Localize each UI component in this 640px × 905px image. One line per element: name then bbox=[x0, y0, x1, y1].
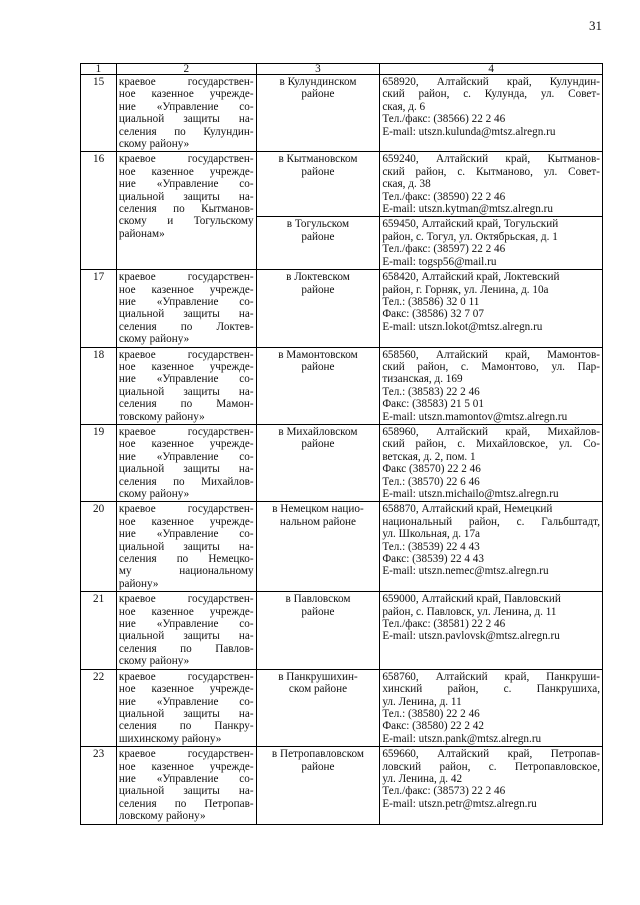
table-row bbox=[81, 270, 603, 347]
organization-line: му национальному bbox=[118, 565, 254, 578]
organization-name bbox=[116, 347, 256, 424]
address-line: Тел./факс: (38597) 22 2 46 bbox=[382, 243, 506, 256]
address-line: ул. Школьная, д. 17а bbox=[382, 528, 481, 541]
organization-line: циальной защиты на- bbox=[118, 707, 254, 720]
organization-name bbox=[116, 747, 256, 824]
row-number: 21 bbox=[81, 592, 117, 669]
organization-line: краевое государствен- bbox=[118, 348, 254, 361]
organization-line: району» bbox=[118, 577, 159, 590]
district-name bbox=[256, 669, 380, 746]
organization-line: селения по Мамон- bbox=[118, 398, 254, 411]
table-row bbox=[81, 424, 603, 501]
contact-address bbox=[380, 75, 603, 152]
district-line: районе bbox=[301, 165, 335, 178]
contact-address bbox=[380, 217, 603, 270]
email-line[interactable]: E-mail: utszn.mamontov@mtsz.alregn.ru bbox=[382, 410, 568, 423]
table-row bbox=[81, 747, 603, 824]
address-line: Тел.: (38539) 22 4 43 bbox=[382, 540, 480, 553]
organization-line: краевое государствен- bbox=[118, 76, 254, 88]
organization-name bbox=[116, 669, 256, 746]
district-line: в Мамонтовском bbox=[278, 348, 358, 361]
organization-line: товскому району» bbox=[118, 410, 205, 423]
district-line: нальном районе bbox=[279, 515, 356, 528]
organization-line: скому району» bbox=[118, 333, 190, 346]
organization-line: скому району» bbox=[118, 488, 190, 500]
address-line: Факс: (38586) 32 7 07 bbox=[382, 308, 484, 321]
address-line: ский район, с. Мамонтово, ул. Пар- bbox=[382, 360, 600, 373]
address-line: тизанская, д. 169 bbox=[382, 373, 463, 386]
organization-line: ние «Управление со- bbox=[118, 295, 254, 308]
organization-line: ние «Управление со- bbox=[118, 695, 254, 708]
table-row bbox=[81, 347, 603, 424]
organization-line: ное казенное учрежде- bbox=[118, 438, 254, 451]
organization-line: ное казенное учрежде- bbox=[118, 88, 254, 101]
row-number: 16 bbox=[81, 152, 117, 270]
organization-name bbox=[116, 75, 256, 152]
district-line: в Кулундинском bbox=[279, 76, 357, 88]
address-line: 659240, Алтайский край, Кытманов- bbox=[382, 153, 600, 166]
address-line: Тел.: (38570) 22 6 46 bbox=[382, 475, 480, 488]
address-line: ветская, д. 2, пом. 1 bbox=[382, 450, 476, 463]
address-line: 658920, Алтайский край, Кулундин- bbox=[382, 76, 600, 88]
organization-line: ное казенное учрежде- bbox=[118, 283, 254, 296]
address-line: Тел./факс: (38573) 22 2 46 bbox=[382, 785, 506, 798]
address-line: 658760, Алтайский край, Панкруши- bbox=[382, 670, 600, 683]
organization-line: ние «Управление со- bbox=[118, 618, 254, 631]
address-line: Тел./факс: (38581) 22 2 46 bbox=[382, 618, 506, 631]
organization-line: циальной защиты на- bbox=[118, 308, 254, 321]
district-line: в Тогульском bbox=[286, 218, 350, 231]
contact-address bbox=[380, 270, 603, 347]
district-line: районе bbox=[301, 605, 335, 618]
address-line: 658960, Алтайский край, Михайлов- bbox=[382, 425, 600, 438]
address-line: ская, д. 6 bbox=[382, 100, 426, 113]
organization-line: краевое государствен- bbox=[118, 271, 254, 284]
district-line: в Локтевском bbox=[286, 271, 350, 284]
email-line[interactable]: E-mail: utszn.pank@mtsz.alregn.ru bbox=[382, 732, 542, 745]
organization-line: селения по Панкру- bbox=[118, 720, 254, 733]
organization-line: краевое государствен- bbox=[118, 425, 254, 438]
email-line[interactable]: E-mail: utszn.kulunda@mtsz.alregn.ru bbox=[382, 125, 556, 138]
district-name bbox=[256, 217, 380, 270]
table-row bbox=[81, 592, 603, 669]
row-number: 18 bbox=[81, 347, 117, 424]
organization-line: ное казенное учрежде- bbox=[118, 605, 254, 618]
row-number: 22 bbox=[81, 669, 117, 746]
district-name bbox=[256, 502, 380, 592]
organization-line: краевое государствен- bbox=[118, 670, 254, 683]
organization-line: скому и Тогульскому bbox=[118, 215, 254, 228]
organization-name bbox=[116, 424, 256, 501]
organization-name bbox=[116, 592, 256, 669]
table-row bbox=[81, 152, 603, 217]
address-line: ский район, с. Михайловское, ул. Со- bbox=[382, 438, 600, 451]
page-number: 31 bbox=[589, 18, 602, 33]
organization-line: селения по Кытманов- bbox=[118, 203, 254, 216]
organization-line: циальной защиты на- bbox=[118, 630, 254, 643]
organization-line: ное казенное учрежде- bbox=[118, 683, 254, 696]
table-row bbox=[81, 669, 603, 746]
address-line: ул. Ленина, д. 11 bbox=[382, 695, 462, 708]
row-number: 17 bbox=[81, 270, 117, 347]
district-line: в Панкрушихин- bbox=[278, 670, 358, 683]
address-line: ский район, с. Кытманово, ул. Совет- bbox=[382, 165, 600, 178]
district-name bbox=[256, 75, 380, 152]
address-line: Тел.: (38583) 22 2 46 bbox=[382, 385, 480, 398]
address-line: район, г. Горняк, ул. Ленина, д. 10а bbox=[382, 283, 549, 296]
address-line: национальный район, с. Гальбштадт, bbox=[382, 515, 600, 528]
district-line: районе bbox=[301, 88, 335, 101]
district-line: в Немецком нацио- bbox=[272, 503, 364, 516]
organization-line: циальной защиты на- bbox=[118, 385, 254, 398]
organization-line: ние «Управление со- bbox=[118, 772, 254, 785]
organization-line: скому району» bbox=[118, 138, 190, 151]
email-line[interactable]: E-mail: utszn.michailo@mtsz.alregn.ru bbox=[382, 488, 559, 500]
organization-line: краевое государствен- bbox=[118, 503, 254, 516]
district-line: районе bbox=[301, 230, 335, 243]
organization-line: циальной защиты на- bbox=[118, 463, 254, 476]
address-line: Тел./факс: (38590) 22 2 46 bbox=[382, 190, 506, 203]
district-name bbox=[256, 424, 380, 501]
district-line: ском районе bbox=[288, 683, 348, 696]
district-name bbox=[256, 747, 380, 824]
table-header-row bbox=[81, 64, 603, 75]
column-header: 4 bbox=[380, 64, 603, 75]
address-line: ский район, с. Кулунда, ул. Совет- bbox=[382, 88, 600, 101]
address-line: Факс (38570) 22 2 46 bbox=[382, 463, 481, 476]
organization-line: ловскому району» bbox=[118, 810, 206, 823]
column-header: 1 bbox=[81, 64, 117, 75]
address-line: Тел./факс: (38566) 22 2 46 bbox=[382, 113, 506, 126]
district-name bbox=[256, 592, 380, 669]
address-line: 658420, Алтайский край, Локтевский bbox=[382, 271, 560, 284]
organization-line: циальной защиты на- bbox=[118, 113, 254, 126]
organization-line: скому району» bbox=[118, 655, 190, 668]
organization-line: селения по Павлов- bbox=[118, 642, 254, 655]
organization-line: краевое государствен- bbox=[118, 153, 254, 166]
organization-line: селения по Локтев- bbox=[118, 320, 254, 333]
address-line: Факс: (38583) 21 5 01 bbox=[382, 398, 484, 411]
organization-line: селения по Михайлов- bbox=[118, 475, 254, 488]
address-line: Тел.: (38586) 32 0 11 bbox=[382, 295, 480, 308]
contact-address bbox=[380, 669, 603, 746]
district-line: районе bbox=[301, 283, 335, 296]
organization-line: ние «Управление со- bbox=[118, 178, 254, 191]
organization-line: шихинскому району» bbox=[118, 732, 222, 745]
row-number: 15 bbox=[81, 75, 117, 152]
address-line: район, с. Павловск, ул. Ленина, д. 11 bbox=[382, 605, 557, 618]
organization-line: ное казенное учрежде- bbox=[118, 760, 254, 773]
address-line: ская, д. 38 bbox=[382, 178, 431, 191]
contact-address bbox=[380, 502, 603, 592]
district-name bbox=[256, 270, 380, 347]
district-line: в Кытмановском bbox=[278, 153, 358, 166]
address-line: Тел.: (38580) 22 2 46 bbox=[382, 707, 480, 720]
address-line: 659450, Алтайский край, Тогульский bbox=[382, 218, 559, 231]
address-line: 659000, Алтайский край, Павловский bbox=[382, 593, 561, 606]
contact-address bbox=[380, 347, 603, 424]
address-line: Факс: (38580) 22 2 42 bbox=[382, 720, 484, 733]
address-line: ул. Ленина, д. 42 bbox=[382, 772, 463, 785]
address-line: район, с. Тогул, ул. Октябрьская, д. 1 bbox=[382, 230, 558, 243]
email-line[interactable]: E-mail: togsp56@mail.ru bbox=[382, 255, 497, 268]
address-line: хинский район, с. Панкрушиха, bbox=[382, 683, 600, 696]
organization-line: циальной защиты на- bbox=[118, 540, 254, 553]
email-line[interactable]: E-mail: utszn.nemec@mtsz.alregn.ru bbox=[382, 565, 549, 578]
row-number: 23 bbox=[81, 747, 117, 824]
organization-line: циальной защиты на- bbox=[118, 785, 254, 798]
column-header: 3 bbox=[256, 64, 380, 75]
column-header: 2 bbox=[116, 64, 256, 75]
organization-name bbox=[116, 502, 256, 592]
contact-address bbox=[380, 424, 603, 501]
district-line: районе bbox=[301, 360, 335, 373]
row-number: 20 bbox=[81, 502, 117, 592]
contact-address bbox=[380, 592, 603, 669]
address-line: ловский район, с. Петропавловское, bbox=[382, 760, 600, 773]
organization-line: ние «Управление со- bbox=[118, 528, 254, 541]
district-name bbox=[256, 152, 380, 217]
organization-line: селения по Петропав- bbox=[118, 797, 254, 810]
address-line: Факс: (38539) 22 4 43 bbox=[382, 553, 484, 566]
email-line[interactable]: E-mail: utszn.lokot@mtsz.alregn.ru bbox=[382, 320, 543, 333]
address-line: 658870, Алтайский край, Немецкий bbox=[382, 503, 553, 516]
organization-line: краевое государствен- bbox=[118, 593, 254, 606]
organization-line: ное казенное учрежде- bbox=[118, 165, 254, 178]
email-line[interactable]: E-mail: utszn.pavlovsk@mtsz.alregn.ru bbox=[382, 630, 560, 643]
organization-line: ние «Управление со- bbox=[118, 373, 254, 386]
district-line: в Петропавловском bbox=[271, 748, 365, 761]
district-line: районе bbox=[301, 438, 335, 451]
district-line: в Павловском bbox=[285, 593, 351, 606]
district-line: в Михайловском bbox=[278, 425, 358, 438]
email-line[interactable]: E-mail: utszn.petr@mtsz.alregn.ru bbox=[382, 797, 537, 810]
organization-line: краевое государствен- bbox=[118, 748, 254, 761]
contact-address bbox=[380, 152, 603, 217]
organization-name bbox=[116, 270, 256, 347]
table-row bbox=[81, 502, 603, 592]
address-line: 659660, Алтайский край, Петропав- bbox=[382, 748, 600, 761]
district-line: районе bbox=[301, 760, 335, 773]
email-line[interactable]: E-mail: utszn.kytman@mtsz.alregn.ru bbox=[382, 203, 553, 216]
district-name bbox=[256, 347, 380, 424]
organization-line: селения по Кулундин- bbox=[118, 125, 254, 138]
services-table bbox=[80, 63, 603, 825]
organization-line: ние «Управление со- bbox=[118, 100, 254, 113]
organization-name bbox=[116, 152, 256, 270]
organization-line: ное казенное учрежде- bbox=[118, 360, 254, 373]
organization-line: районам» bbox=[118, 227, 165, 240]
organization-line: циальной защиты на- bbox=[118, 190, 254, 203]
organization-line: селения по Немецко- bbox=[118, 553, 254, 566]
table-row bbox=[81, 75, 603, 152]
organization-line: ние «Управление со- bbox=[118, 450, 254, 463]
organization-line: ное казенное учрежде- bbox=[118, 515, 254, 528]
address-line: 658560, Алтайский край, Мамонтов- bbox=[382, 348, 600, 361]
row-number: 19 bbox=[81, 424, 117, 501]
contact-address bbox=[380, 747, 603, 824]
